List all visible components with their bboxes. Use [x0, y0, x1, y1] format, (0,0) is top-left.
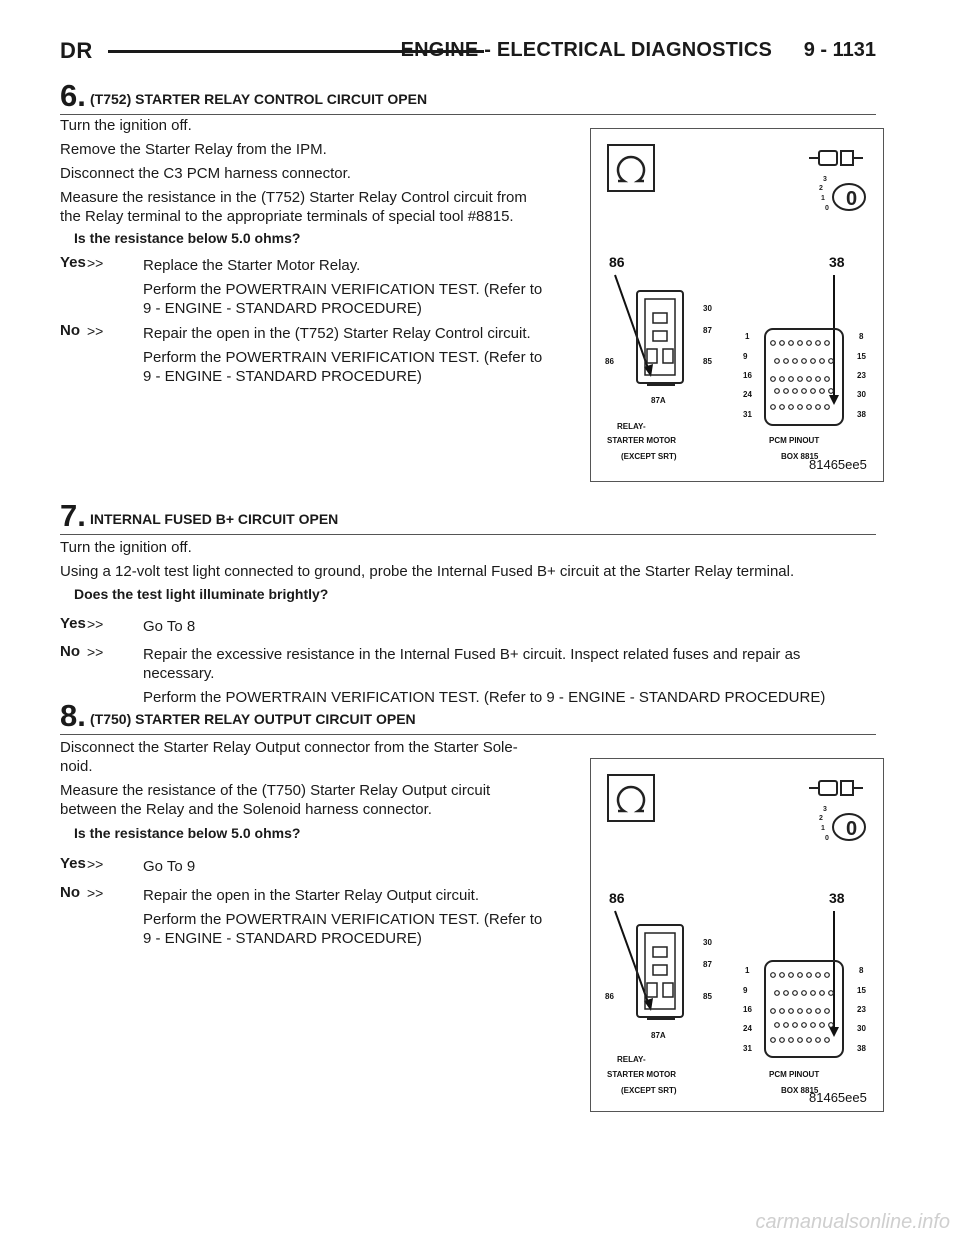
relay-caption: RELAY-	[617, 422, 646, 431]
relay-pin-label: 30	[703, 938, 712, 947]
relay-pin-label: 85	[703, 992, 712, 1001]
instruction: Using a 12-volt test light connected to ground, probe the Internal Fused B+ circuit at the Starter Relay terminal.	[60, 563, 795, 580]
no-action: Perform the POWERTRAIN VERIFICATION TEST. (Refer to 9 - ENGINE - STANDARD PROCEDURE)	[143, 689, 826, 706]
no-action: Perform the POWERTRAIN VERIFICATION TEST. (Refer to	[143, 911, 543, 928]
pcm-pin-label: 9	[743, 986, 748, 995]
instruction: Disconnect the Starter Relay Output connector from the Starter Sole-	[60, 739, 518, 756]
pcm-pin-label: 8	[859, 332, 864, 341]
no-label: No	[60, 643, 80, 660]
instruction: noid.	[60, 758, 93, 775]
yes-action: 9 - ENGINE - STANDARD PROCEDURE)	[143, 300, 422, 317]
no-label: No	[60, 322, 80, 339]
step-title: (T750) STARTER RELAY OUTPUT CIRCUIT OPEN	[90, 711, 416, 727]
instruction: Turn the ignition off.	[60, 539, 192, 556]
pcm-pin-label: 38	[857, 1044, 866, 1053]
pcm-pin-label: 16	[743, 1005, 752, 1014]
step-heading	[60, 698, 876, 735]
pcm-pin-label: 9	[743, 352, 748, 361]
question: Does the test light illuminate brightly?	[74, 586, 329, 602]
instruction: Turn the ignition off.	[60, 117, 192, 134]
yes-action: Perform the POWERTRAIN VERIFICATION TEST. (Refer to	[143, 281, 543, 298]
no-action: Perform the POWERTRAIN VERIFICATION TEST. (Refer to	[143, 349, 543, 366]
page-header	[60, 38, 876, 64]
instruction: Measure the resistance in the (T752) Starter Relay Control circuit from	[60, 189, 527, 206]
meter-scale-label: 0	[825, 835, 829, 842]
arrow-glyph: >>	[87, 644, 104, 660]
relay-pin-label: 87A	[651, 1031, 666, 1040]
no-action: Repair the open in the (T752) Starter Relay Control circuit.	[143, 325, 531, 342]
yes-action: Go To 9	[143, 858, 196, 875]
relay-pin-label: 86	[605, 992, 614, 1001]
multimeter-probe-icon	[809, 781, 865, 842]
label-86: 86	[609, 890, 625, 906]
no-action: 9 - ENGINE - STANDARD PROCEDURE)	[143, 368, 422, 385]
pcm-pin-label: 1	[745, 966, 750, 975]
header-section-code: DR	[60, 38, 93, 63]
step-number: 6.	[60, 78, 86, 113]
header-title: ENGINE - ELECTRICAL DIAGNOSTICS	[400, 39, 772, 61]
question: Is the resistance below 5.0 ohms?	[74, 230, 301, 246]
step-heading	[60, 498, 876, 535]
label-38: 38	[829, 890, 845, 906]
pcm-pin-label: 15	[857, 352, 866, 361]
pcm-pin-label: 24	[743, 1024, 752, 1033]
relay-caption: STARTER MOTOR	[607, 1070, 677, 1079]
relay-pin-label: 87	[703, 960, 712, 969]
yes-action: Go To 8	[143, 618, 196, 635]
header-page-number: 9 - 1131	[803, 39, 876, 61]
pcm-pinout-box	[765, 329, 843, 425]
relay-connector	[637, 925, 683, 1019]
figure-code: 81465ee5	[809, 457, 867, 472]
no-action: Repair the excessive resistance in the Internal Fused B+ circuit. Inspect related fuses and repair as	[143, 646, 801, 663]
yes-action: Replace the Starter Motor Relay.	[143, 257, 361, 274]
pcm-caption: BOX 8815	[781, 1086, 819, 1095]
yes-label: Yes	[60, 254, 86, 271]
instruction: Disconnect the C3 PCM harness connector.	[60, 165, 351, 182]
step-title: (T752) STARTER RELAY CONTROL CIRCUIT OPEN	[90, 91, 428, 107]
arrow-glyph: >>	[87, 323, 104, 339]
no-action: 9 - ENGINE - STANDARD PROCEDURE)	[143, 930, 422, 947]
no-action: Repair the open in the Starter Relay Output circuit.	[143, 887, 480, 904]
pcm-pin-label: 23	[857, 1005, 866, 1014]
pcm-pin-label: 31	[743, 1044, 752, 1053]
step-number: 7.	[60, 498, 86, 533]
meter-scale-label: 0	[825, 205, 829, 212]
label-86: 86	[609, 254, 625, 270]
relay-caption: STARTER MOTOR	[607, 436, 677, 445]
ohm-symbol-icon	[608, 775, 654, 821]
step-title: INTERNAL FUSED B+ CIRCUIT OPEN	[90, 511, 339, 527]
question: Is the resistance below 5.0 ohms?	[74, 825, 301, 841]
yes-label: Yes	[60, 615, 86, 632]
ohm-symbol-icon	[608, 145, 654, 191]
yes-label: Yes	[60, 855, 86, 872]
relay-pin-label: 87	[703, 326, 712, 335]
relay-caption: (EXCEPT SRT)	[621, 1086, 677, 1095]
watermark: carmanualsonline.info	[755, 1211, 950, 1233]
relay-connector	[637, 291, 683, 385]
meter-digit: 0	[846, 188, 858, 210]
relay-pin-label: 85	[703, 357, 712, 366]
pcm-pinout-box	[765, 961, 843, 1057]
label-38: 38	[829, 254, 845, 270]
pcm-pin-label: 23	[857, 371, 866, 380]
pcm-caption: BOX 8815	[781, 452, 819, 461]
figure-code: 81465ee5	[809, 1090, 867, 1105]
multimeter-probe-icon	[809, 151, 865, 212]
instruction: Measure the resistance of the (T750) Starter Relay Output circuit	[60, 782, 491, 799]
pcm-caption: PCM PINOUT	[769, 436, 820, 445]
pcm-pin-label: 30	[857, 1024, 866, 1033]
instruction: between the Relay and the Solenoid harness connector.	[60, 801, 432, 818]
meter-scale-label: 2	[819, 185, 823, 192]
relay-caption: RELAY-	[617, 1055, 646, 1064]
pcm-pin-label: 1	[745, 332, 750, 341]
relay-caption: (EXCEPT SRT)	[621, 452, 677, 461]
pcm-pin-label: 24	[743, 390, 752, 399]
wiring-diagram	[590, 128, 884, 482]
diagram-svg	[591, 129, 883, 481]
instruction: the Relay terminal to the appropriate terminals of special tool #8815.	[60, 208, 514, 225]
pcm-caption: PCM PINOUT	[769, 1070, 820, 1079]
pcm-pin-label: 38	[857, 410, 866, 419]
arrow-glyph: >>	[87, 885, 104, 901]
step-heading	[60, 78, 876, 115]
relay-pin-label: 86	[605, 357, 614, 366]
meter-scale-label: 2	[819, 815, 823, 822]
pcm-pin-label: 30	[857, 390, 866, 399]
meter-scale-label: 1	[821, 825, 825, 832]
step-7	[60, 498, 876, 706]
arrow-glyph: >>	[87, 856, 104, 872]
wiring-diagram	[590, 758, 884, 1112]
step-number: 8.	[60, 698, 86, 733]
relay-pin-label: 87A	[651, 396, 666, 405]
meter-scale-label: 3	[823, 176, 827, 183]
meter-digit: 0	[846, 818, 858, 840]
pcm-pin-label: 16	[743, 371, 752, 380]
arrow-glyph: >>	[87, 255, 104, 271]
meter-scale-label: 3	[823, 806, 827, 813]
diagram-svg	[591, 759, 883, 1111]
no-action: necessary.	[143, 665, 215, 682]
instruction: Remove the Starter Relay from the IPM.	[60, 141, 327, 158]
relay-pin-label: 30	[703, 304, 712, 313]
meter-scale-label: 1	[821, 195, 825, 202]
pcm-pin-label: 31	[743, 410, 752, 419]
pcm-pin-label: 8	[859, 966, 864, 975]
no-label: No	[60, 884, 80, 901]
arrow-glyph: >>	[87, 616, 104, 632]
pcm-pin-label: 15	[857, 986, 866, 995]
